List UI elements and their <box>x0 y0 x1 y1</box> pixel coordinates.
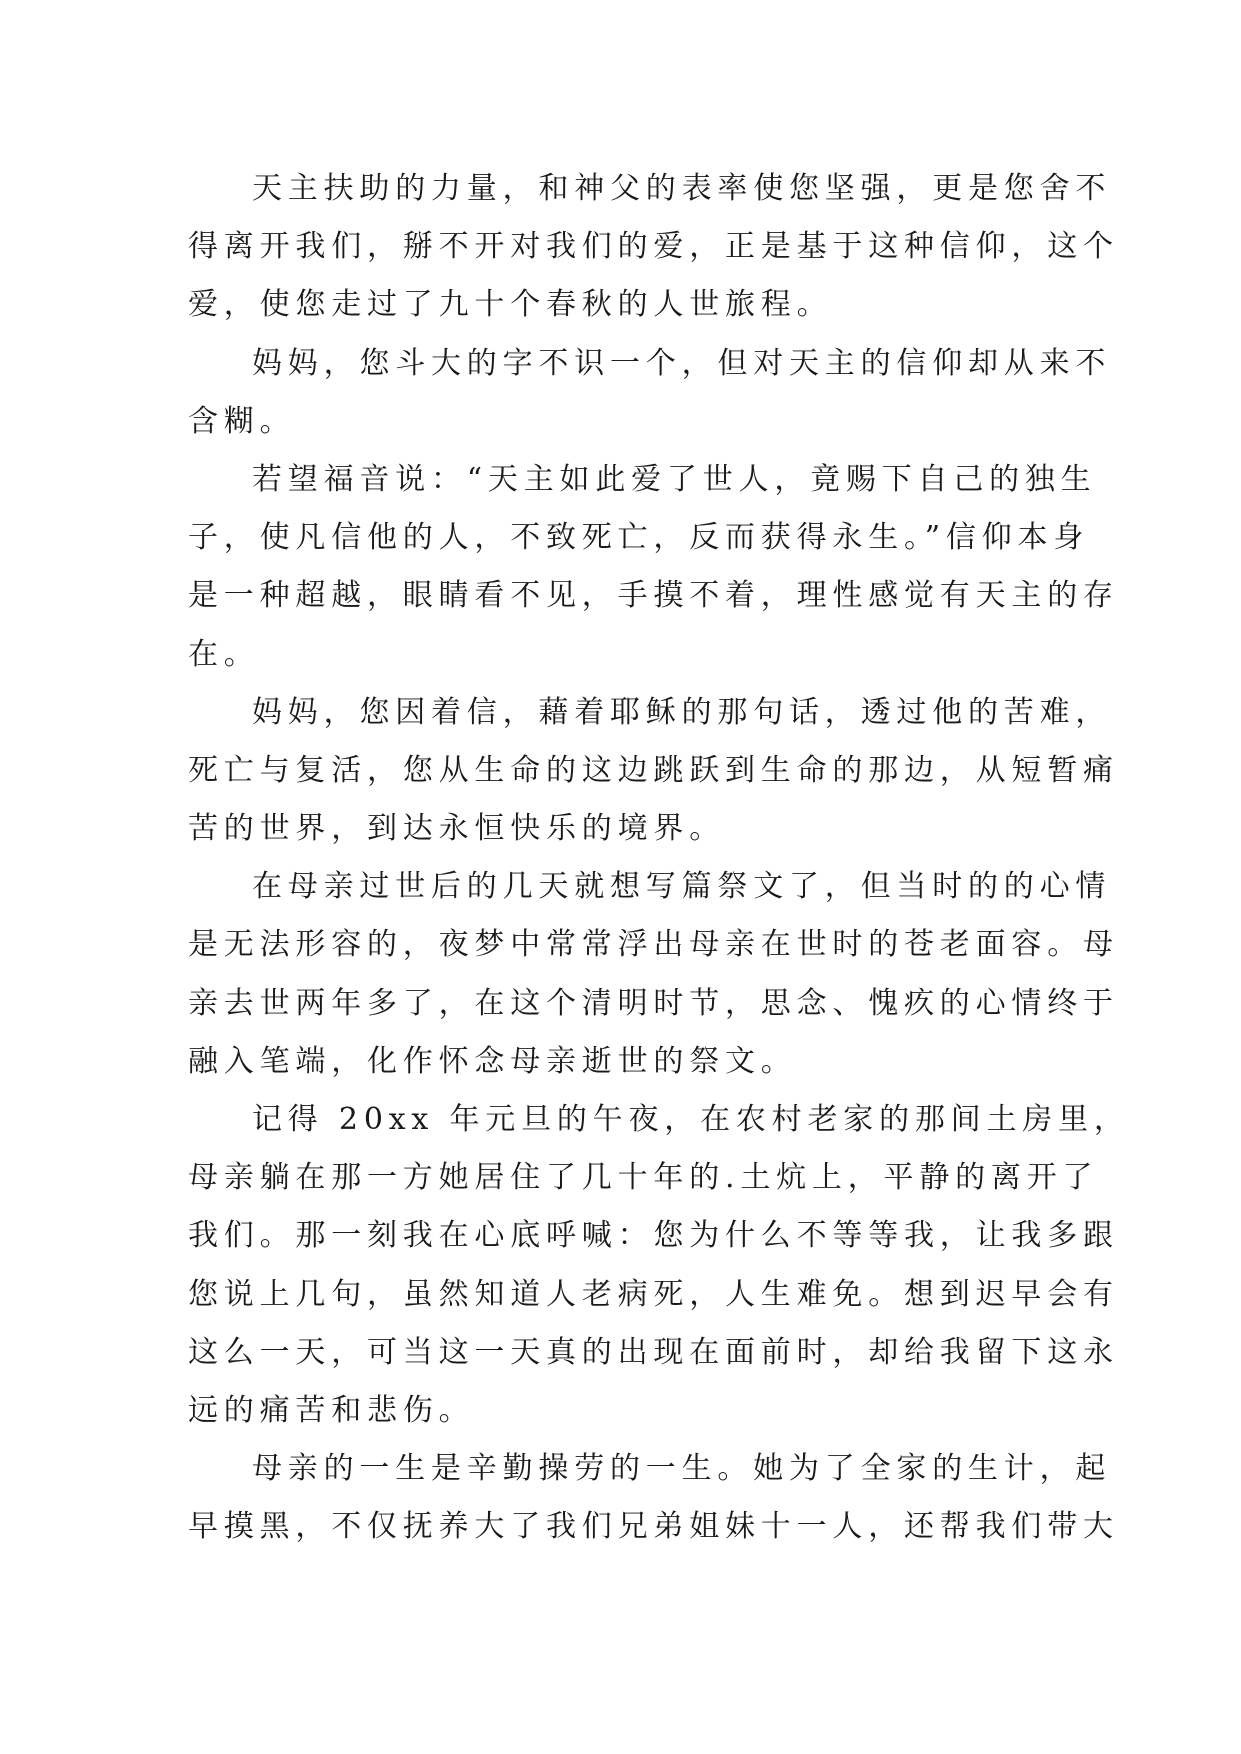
text-line: 远的痛苦和悲伤。 <box>188 1392 475 1428</box>
text-line: 含糊。 <box>188 403 296 439</box>
text-line: 记得 20xx 年元旦的午夜，在农村老家的那间土房里， <box>252 1102 1130 1137</box>
paragraph-3 <box>188 451 1119 684</box>
paragraph-7 <box>188 1440 1119 1556</box>
text-line: 是无法形容的，夜梦中常常浮出母亲在世时的苍老面容。母 <box>188 927 1119 963</box>
text-line: 若望福音说：“天主如此爱了世人，竟赐下自己的独生 <box>252 461 1097 497</box>
text-line: 我们。那一刻我在心底呼喊：您为什么不等等我，让我多跟 <box>188 1218 1119 1254</box>
document-body <box>188 160 1130 1557</box>
text-line: 您说上几句，虽然知道人老病死，人生难免。想到迟早会有 <box>188 1276 1119 1312</box>
text-line: 在。 <box>188 636 260 672</box>
text-line: 母亲的一生是辛勤操劳的一生。她为了全家的生计，起 <box>252 1451 1112 1487</box>
paragraph-1 <box>188 160 1119 335</box>
text-line: 融入笔端，化作怀念母亲逝世的祭文。 <box>188 1043 797 1079</box>
text-line: 在母亲过世后的几天就想写篇祭文了，但当时的的心情 <box>252 869 1112 905</box>
paragraph-5 <box>188 858 1119 1091</box>
text-line: 苦的世界，到达永恒快乐的境界。 <box>188 811 725 847</box>
text-line: 早摸黑，不仅抚养大了我们兄弟姐妹十一人，还帮我们带大 <box>188 1509 1119 1545</box>
paragraph-2 <box>188 335 1112 451</box>
text-line: 死亡与复活，您从生命的这边跳跃到生命的那边，从短暂痛 <box>188 752 1119 788</box>
paragraph-6 <box>188 1091 1130 1440</box>
text-line: 妈妈，您因着信，藉着耶稣的那句话，透过他的苦难， <box>252 694 1112 730</box>
text-line: 是一种超越，眼睛看不见，手摸不着，理性感觉有天主的存 <box>188 578 1119 614</box>
text-line: 亲去世两年多了，在这个清明时节，思念、愧疚的心情终于 <box>188 985 1119 1021</box>
text-line: 得离开我们，掰不开对我们的爱，正是基于这种信仰，这个 <box>188 229 1119 265</box>
text-line: 妈妈，您斗大的字不识一个，但对天主的信仰却从来不 <box>252 345 1112 381</box>
text-line: 这么一天，可当这一天真的出现在面前时，却给我留下这永 <box>188 1334 1119 1370</box>
text-line: 爱，使您走过了九十个春秋的人世旅程。 <box>188 287 833 323</box>
text-line: 母亲躺在那一方她居住了几十年的.土炕上，平静的离开了 <box>188 1160 1099 1196</box>
text-line: 子，使凡信他的人，不致死亡，反而获得永生。”信仰本身 <box>188 520 1090 556</box>
text-line: 天主扶助的力量，和神父的表率使您坚强，更是您舍不 <box>252 171 1112 206</box>
paragraph-4 <box>188 684 1119 859</box>
